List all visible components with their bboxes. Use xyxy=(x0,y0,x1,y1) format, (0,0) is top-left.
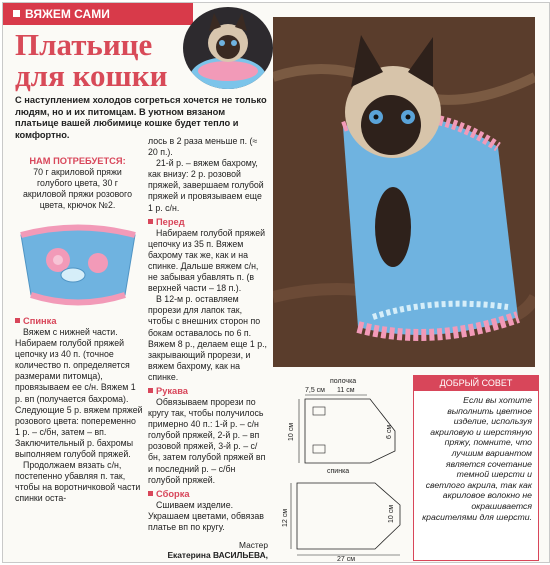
article-title xyxy=(15,29,167,91)
assembly-heading-text: Сборка xyxy=(156,488,190,499)
back-heading xyxy=(15,315,143,327)
assembly-heading xyxy=(148,488,268,500)
front-paragraph: Набираем голубой пряжей цепочку из 35 п. Вяжем бахрому так же, как и на спинке. Дальше вяжем с/н, не забывая убавлять п. (в верхней части – 18 п.). xyxy=(148,227,266,294)
materials-text: 70 г акриловой пряжи голубого цвета, 30 г акриловой пряжи розового цвета, крючок №2. xyxy=(23,167,132,211)
front-heading xyxy=(148,216,268,228)
rubric-text: ВЯЖЕМ САМИ xyxy=(25,7,110,21)
title-line-2: для кошки xyxy=(15,58,168,93)
scheme-dim-6: 6 см xyxy=(386,424,393,439)
materials-heading: НАМ ПОТРЕБУЕТСЯ: xyxy=(29,156,126,166)
sleeves-paragraph: Обвязываем прорези по кругу так, чтобы получилось примерно 40 п.: 1-й р. – с/н голубой пряжей, 2-й р. – вп розовой пряжей, 3-й р. – с/бн, затем голубой пряжей вп и последний р. – с/бн голубой пряжей. xyxy=(148,396,266,485)
scheme-dim-12: 12 см xyxy=(282,508,289,527)
scheme-dim-7-5: 7,5 см xyxy=(305,387,325,394)
instructions-paragraph-2: 21-й р. – вяжем бахрому, как внизу: 2 р. розовой пряжей, завершаем голубой пряжей и провязываем еще 1 р. с/н. xyxy=(148,158,264,213)
scheme-back-label: спинка xyxy=(327,468,350,475)
sleeves-heading-text: Рукава xyxy=(156,385,188,396)
author-role: Мастер xyxy=(239,540,268,550)
assembly-paragraph: Сшиваем изделие. Украшаем цветами, обвязав платье вп по кругу. xyxy=(148,499,264,532)
magazine-page xyxy=(2,2,550,563)
sleeves-heading xyxy=(148,385,268,397)
dress-illustration-icon xyxy=(13,215,143,310)
author-credit xyxy=(148,540,268,560)
scheme-dim-10-back: 10 см xyxy=(388,504,395,523)
instructions-paragraph-1: лось в 2 раза меньше п. (≈ 20 п.). xyxy=(148,136,258,158)
tip-box xyxy=(413,375,539,561)
scheme-dim-11: 11 см xyxy=(337,387,355,394)
scheme-dim-27: 27 см xyxy=(337,556,356,561)
scheme-front-label: полочка xyxy=(330,378,357,385)
instructions-column xyxy=(148,136,268,533)
pattern-scheme xyxy=(275,373,407,561)
front-heading-text: Перед xyxy=(156,216,185,227)
cat-in-dress-photo-icon xyxy=(273,17,535,367)
lead-paragraph: С наступлением холодов согреться хочется не только людям, но и их питомцам. В уютном вязаном платьице вашей любимице кошке будет тепло и комфортно. xyxy=(15,95,267,140)
cat-portrait-photo-icon xyxy=(183,7,273,89)
materials-section xyxy=(15,153,140,211)
author-name: Екатерина ВАСИЛЬЕВА, xyxy=(167,550,268,560)
back-section xyxy=(15,313,143,505)
back-heading-text: Спинка xyxy=(23,316,57,326)
title-line-1: Платьице xyxy=(15,27,153,62)
scheme-dim-10-front: 10 см xyxy=(288,422,295,441)
back-paragraph-2: Продолжаем вязать с/н, постепенно убавляя п. так, чтобы на воротничковой части спинки оста- xyxy=(15,460,141,504)
instructions-paragraph-3: В 12-м р. оставляем прорези для лапок так, чтобы с внешних сторон по бокам оставалось по 6 п. Вяжем 8 р., делаем еще 1 р., закрывающий прорези, и вяжем бахрому, как на спинке. xyxy=(148,294,267,382)
rubric-banner xyxy=(3,3,193,25)
tip-heading: ДОБРЫЙ СОВЕТ xyxy=(414,376,538,391)
back-paragraph-1: Вяжем с нижней части. Набираем голубой пряжей цепочку из 40 п. (точное количество п. определяется размерами питомца), провязываем ее с/н. Вяжем 1 р. вп (получается бахрома). Следующие 5 р. вяжем пряжей розового цвета: попеременно 1 р. – с/бн, затем – вп. Заключительный р. бахромы выполняем голубой пряжей. xyxy=(15,327,143,460)
tip-text: Если вы хотите выполнить цветное изделие, используя акриловую и шерстяную пряжу, помните, что лучшим вариантом является сочетание темной шерсти и светлого акрила, так как акриловое волокно не окрашивается красителями для шерсти. xyxy=(422,395,532,522)
